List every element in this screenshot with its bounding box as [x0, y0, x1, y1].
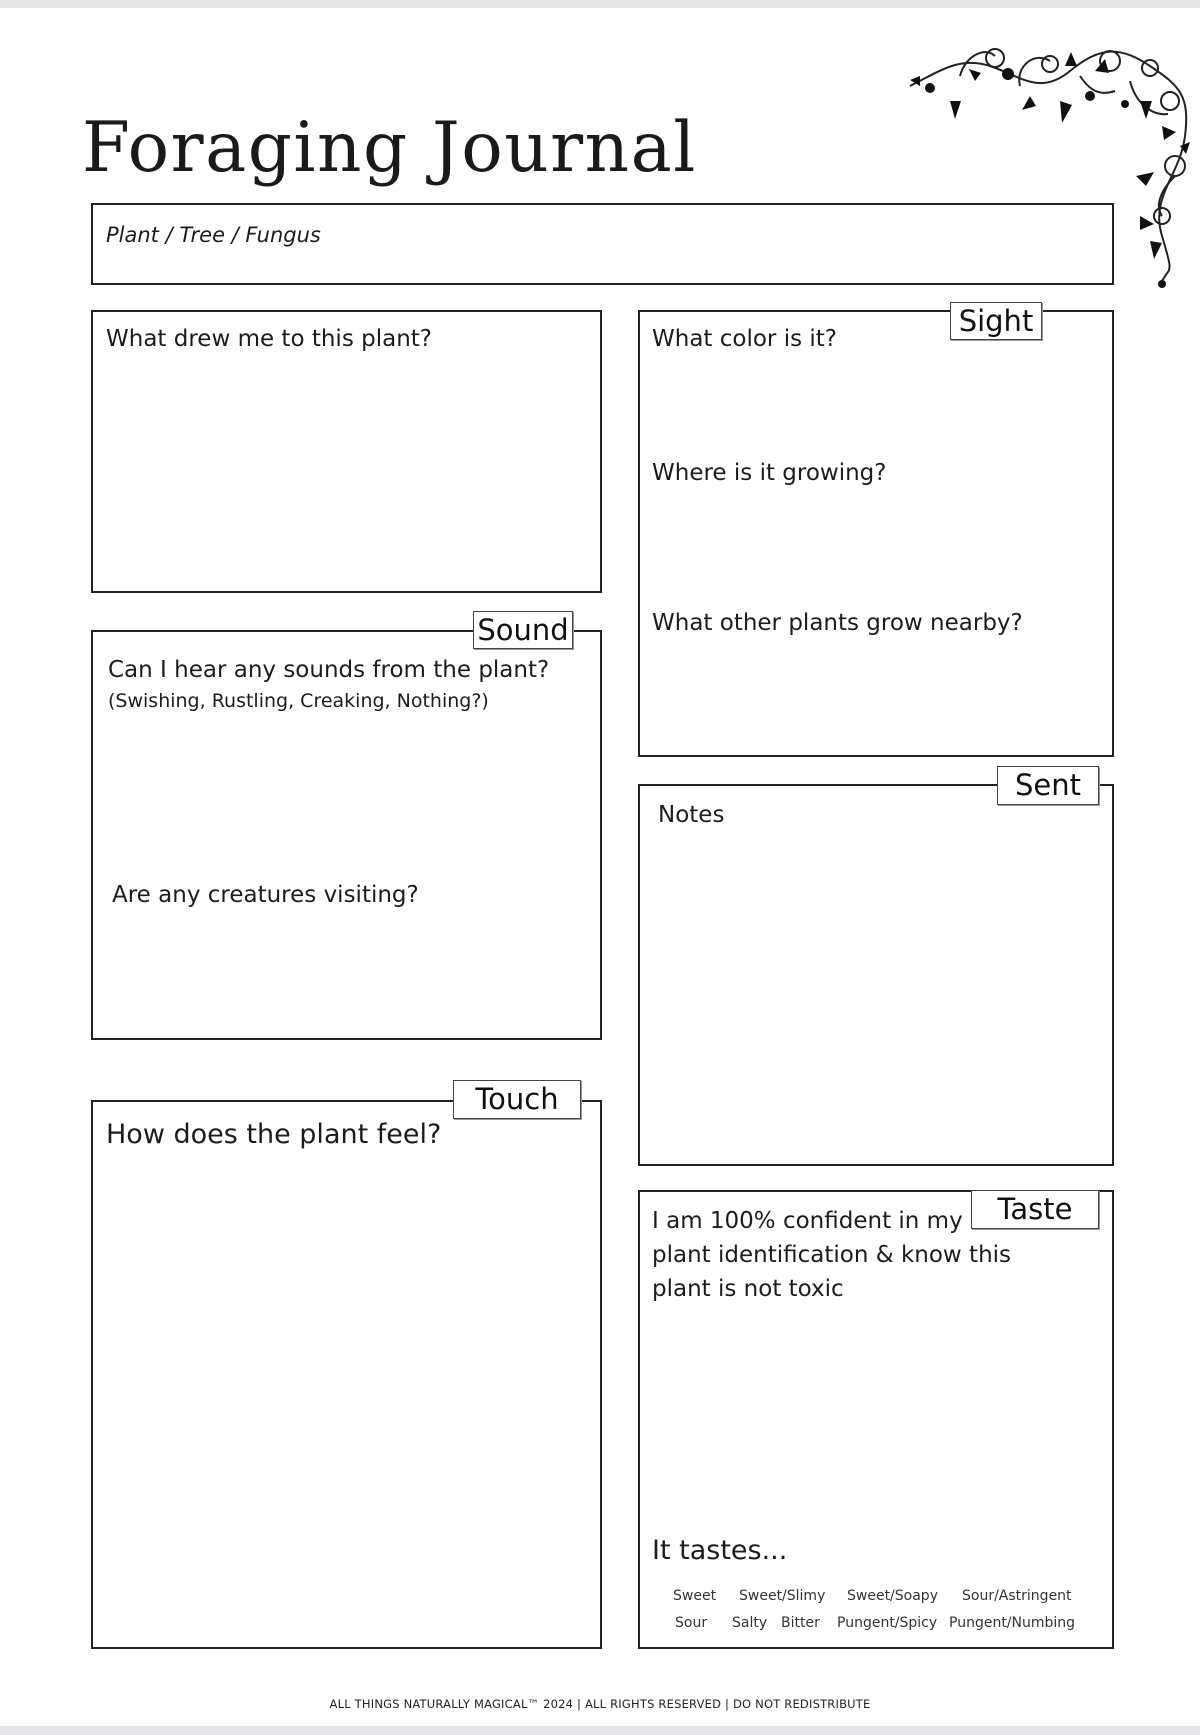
taste-option[interactable]: Sweet: [673, 1588, 717, 1604]
sight-box[interactable]: [638, 310, 1114, 757]
sound-creatures-question: Are any creatures visiting?: [112, 882, 419, 908]
drew-me-box[interactable]: [91, 310, 602, 593]
tab-taste: Taste: [971, 1190, 1099, 1229]
taste-option[interactable]: Sour: [675, 1615, 708, 1631]
tab-sight: Sight: [950, 302, 1042, 340]
plant-name-field[interactable]: [91, 203, 1114, 285]
taste-option[interactable]: Sour/Astringent: [962, 1588, 1072, 1604]
taste-option[interactable]: Pungent/Numbing: [949, 1615, 1076, 1631]
taste-box[interactable]: [638, 1190, 1114, 1649]
taste-option[interactable]: Bitter: [781, 1615, 820, 1631]
taste-option[interactable]: Sweet/Soapy: [847, 1588, 938, 1604]
tab-sent: Sent: [997, 766, 1099, 805]
journal-page: [0, 8, 1200, 1726]
taste-label: It tastes...: [652, 1535, 788, 1566]
taste-option[interactable]: Pungent/Spicy: [837, 1615, 938, 1631]
touch-box[interactable]: [91, 1100, 602, 1649]
sight-nearby-question: What other plants grow nearby?: [652, 610, 1023, 636]
drew-me-question: What drew me to this plant?: [106, 326, 432, 352]
taste-confidence-statement: I am 100% confident in my plant identification & know this plant is not toxic: [652, 1208, 1012, 1302]
plant-name-placeholder: Plant / Tree / Fungus: [106, 223, 321, 247]
taste-option[interactable]: Sweet/Slimy: [739, 1588, 826, 1604]
tab-sound: Sound: [473, 611, 573, 649]
tab-touch: Touch: [453, 1080, 581, 1119]
sight-color-question: What color is it?: [652, 326, 837, 352]
copyright-footer: ALL THINGS NATURALLY MAGICAL™ 2024 | ALL RIGHTS RESERVED | DO NOT REDISTRIBUTE: [329, 1697, 871, 1711]
taste-option[interactable]: Salty: [732, 1615, 768, 1631]
sound-box[interactable]: [91, 630, 602, 1040]
sound-hear-question: Can I hear any sounds from the plant?: [108, 657, 550, 683]
sight-growing-question: Where is it growing?: [652, 460, 887, 486]
page-title: Foraging Journal: [82, 108, 697, 188]
sound-hint: (Swishing, Rustling, Creaking, Nothing?): [108, 690, 489, 712]
notes-box[interactable]: [638, 784, 1114, 1166]
touch-feel-question: How does the plant feel?: [106, 1119, 442, 1150]
notes-label: Notes: [658, 802, 725, 828]
